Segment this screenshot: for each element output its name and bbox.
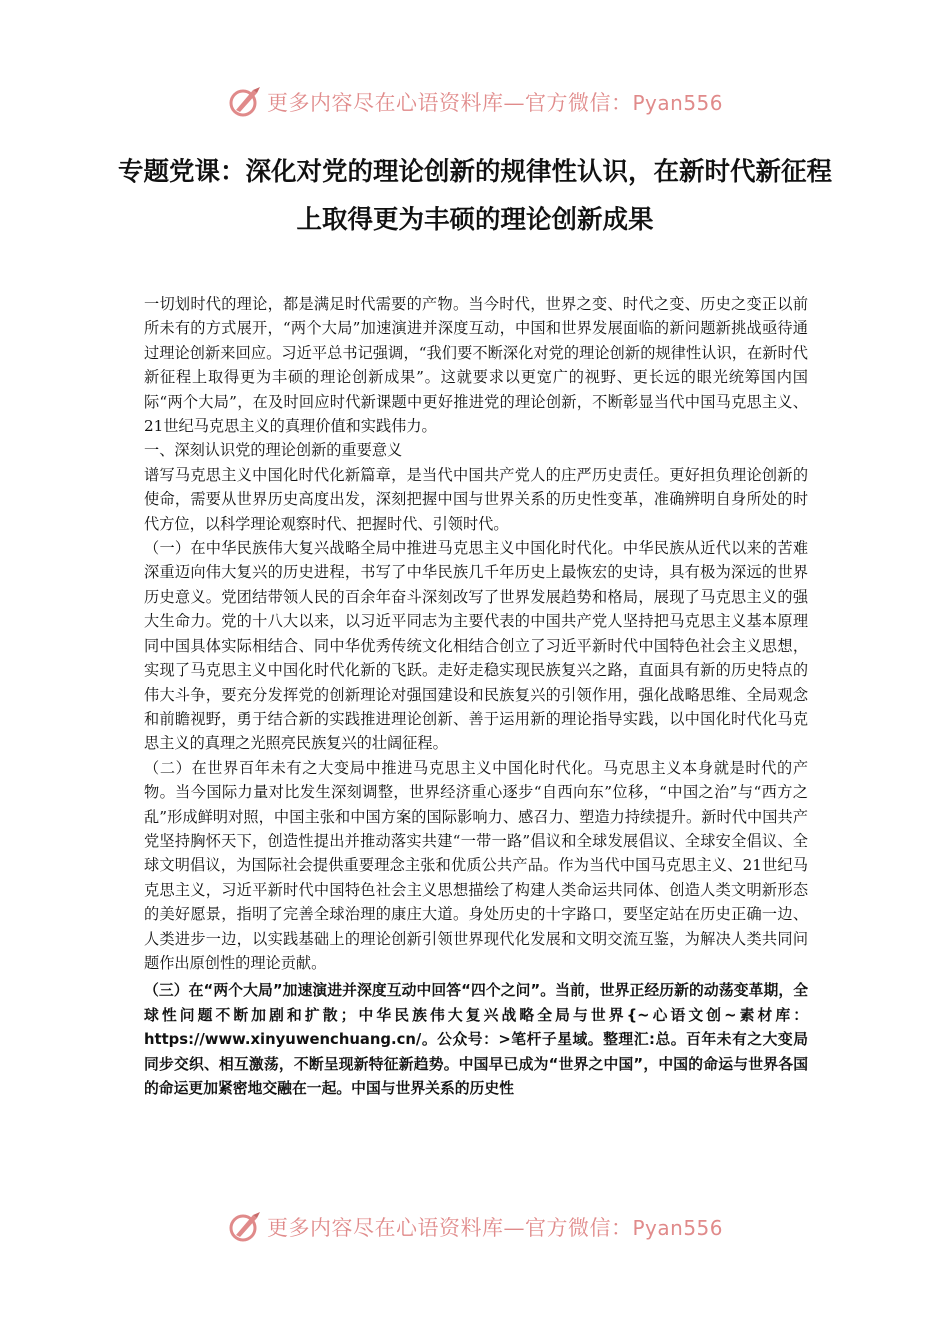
section-1-paragraph: 谱写马克思主义中国化时代化新篇章，是当代中国共产党人的庄严历史责任。更好担负理论创新的使命，需要从世界历史高度出发，深刻把握中国与世界关系的历史性变革，准确辨明自身所处的时代方位，以科学理论观察时代、把握时代、引领时代。 [144,465,808,533]
subsection-1-paragraph: （一）在中华民族伟大复兴战略全局中推进马克思主义中国化时代化。中华民族从近代以来的苦难深重迈向伟大复兴的历史进程，书写了中华民族几千年历史上最恢宏的史诗，具有极为深远的世界历史意义。党团结带领人民的百余年奋斗深刻改写了世界发展趋势和格局，展现了马克思主义的强大生命力。党的十八大以来，以习近平同志为主要代表的中国共产党人坚持把马克思主义基本原理同中国具体实际相结合、同中华优秀传统文化相结合创立了习近平新时代中国特色社会主义思想，实现了马克思主义中国化时代化新的飞跃。走好走稳实现民族复兴之路，直面具有新的历史特点的伟大斗争，要充分发挥党的创新理论对强国建设和民族复兴的引领作用，强化战略思维、全局观念和前瞻视野，勇于结合新的实践推进理论创新、善于运用新的理论指导实践，以中国化时代化马克思主义的真理之光照亮民族复兴的壮阔征程。 [144,539,808,753]
watermark-text: 更多内容尽在心语资料库—官方微信：Pyan556 [266,91,723,115]
section-heading-1: 一、深刻认识党的理论创新的重要意义 [144,441,403,460]
intro-paragraph: 一切划时代的理论，都是满足时代需要的产物。当今时代，世界之变、时代之变、历史之变正以前所未有的方式展开，“两个大局”加速演进并深度互动，中国和世界发展面临的新问题新挑战亟待通过理论创新来回应。习近平总书记强调，“我们要不断深化对党的理论创新的规律性认识，在新时代新征程上取得更为丰硕的理论创新成果”。这就要求以更宽广的视野、更长远的眼光统筹国内国际“两个大局”，在及时回应时代新课题中更好推进党的理论创新，不断彰显当代中国马克思主义、21世纪马克思主义的真理价值和实践伟力。 [144,295,808,436]
quill-logo-icon [227,84,263,120]
quill-logo-icon [227,1209,263,1245]
subsection-3-paragraph: （三）在“两个大局”加速演进并深度互动中回答“四个之问”。当前，世界正经历新的动荡变革期，全球性问题不断加剧和扩散；中华民族伟大复兴战略全局与世界{~心语文创~素材库：https://www.xinyuwenchuang.cn/。公众号：>笔杆子星域。整理汇:总。百年未有之大变局同步交织、相互激荡，不断呈现新特征新趋势。中国早已成为“世界之中国”，中国的命运与世界各国的命运更加紧密地交融在一起。中国与世界关系的历史性 [144,982,808,1097]
subsection-2-paragraph: （二）在世界百年未有之大变局中推进马克思主义中国化时代化。马克思主义本身就是时代的产物。当今国际力量对比发生深刻调整，世界经济重心逐步“自西向东”位移，“中国之治”与“西方之乱”形成鲜明对照，中国主张和中国方案的国际影响力、感召力、塑造力持续提升。新时代中国共产党坚持胸怀天下，创造性提出并推动落实共建“一带一路”倡议和全球发展倡议、全球安全倡议、全球文明倡议，为国际社会提供重要理念主张和优质公共产品。作为当代中国马克思主义、21世纪马克思主义，习近平新时代中国特色社会主义思想描绘了构建人类命运共同体、创造人类文明新形态的美好愿景，指明了完善全球治理的康庄大道。身处历史的十字路口，要坚定站在历史正确一边、人类进步一边，以实践基础上的理论创新引领世界现代化发展和文明交流互鉴，为解决人类共同问题作出原创性的理论贡献。 [144,758,808,972]
document-body [144,292,808,1101]
header-watermark [0,80,950,124]
document-title: 专题党课：深化对党的理论创新的规律性认识，在新时代新征程上取得更为丰硕的理论创新成果 [117,157,832,235]
footer-watermark [0,1205,950,1249]
watermark-text: 更多内容尽在心语资料库—官方微信：Pyan556 [266,1216,723,1240]
